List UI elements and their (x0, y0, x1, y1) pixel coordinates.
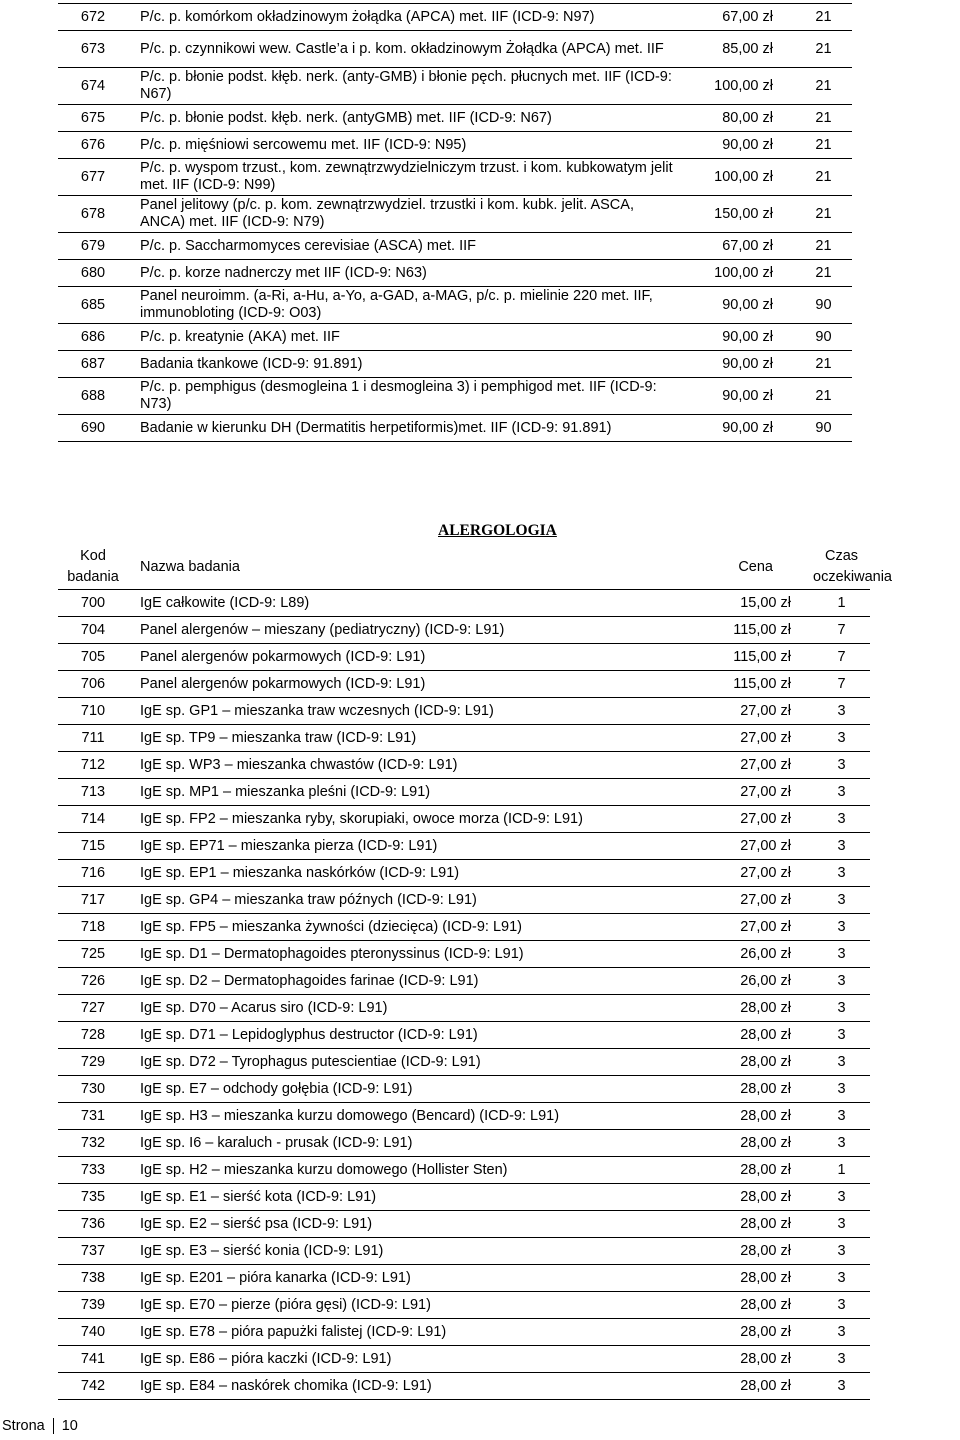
cell-kod: 673 (58, 31, 128, 68)
cell-time: 21 (795, 31, 852, 68)
cell-price: 115,00 zł (673, 644, 813, 671)
cell-price: 28,00 zł (673, 1346, 813, 1373)
footer-label: Strona (2, 1418, 45, 1434)
cell-price: 100,00 zł (673, 260, 795, 287)
table-row (58, 968, 870, 995)
cell-name: P/c. p. kreatynie (AKA) met. IIF (128, 324, 673, 351)
table-row (58, 4, 852, 31)
cell-price: 27,00 zł (673, 860, 813, 887)
cell-name: Badania tkankowe (ICD-9: 91.891) (128, 351, 673, 378)
cell-price: 90,00 zł (673, 351, 795, 378)
cell-time: 3 (813, 752, 870, 779)
cell-name: IgE sp. H2 – mieszanka kurzu domowego (Hollister Sten) (128, 1157, 673, 1184)
cell-price: 28,00 zł (673, 1049, 813, 1076)
cell-time: 3 (813, 995, 870, 1022)
table-row (58, 644, 870, 671)
table-row (58, 1076, 870, 1103)
cell-time: 3 (813, 1292, 870, 1319)
cell-kod: 700 (58, 590, 128, 617)
cell-name: P/c. p. mięśniowi sercowemu met. IIF (ICD-9: N95) (128, 132, 673, 159)
footer-separator (53, 1418, 54, 1434)
header-name: Nazwa badania (128, 545, 673, 590)
cell-kod: 674 (58, 68, 128, 105)
table-row (58, 324, 852, 351)
cell-price: 28,00 zł (673, 1211, 813, 1238)
cell-kod: 686 (58, 324, 128, 351)
cell-time: 3 (813, 887, 870, 914)
table-row (58, 159, 852, 196)
cell-price: 90,00 zł (673, 378, 795, 415)
table-row (58, 68, 852, 105)
cell-name: IgE sp. GP1 – mieszanka traw wczesnych (ICD-9: L91) (128, 698, 673, 725)
cell-name: IgE sp. D1 – Dermatophagoides pteronyssinus (ICD-9: L91) (128, 941, 673, 968)
cell-price: 100,00 zł (673, 159, 795, 196)
cell-kod: 718 (58, 914, 128, 941)
table-row (58, 351, 852, 378)
cell-time: 3 (813, 806, 870, 833)
table-row (58, 132, 852, 159)
cell-kod: 733 (58, 1157, 128, 1184)
table-row (58, 415, 852, 442)
table-row (58, 378, 852, 415)
cell-kod: 739 (58, 1292, 128, 1319)
table-row (58, 1157, 870, 1184)
cell-time: 21 (795, 196, 852, 233)
cell-kod: 717 (58, 887, 128, 914)
cell-kod: 679 (58, 233, 128, 260)
table-row (58, 1022, 870, 1049)
cell-name: Panel alergenów pokarmowych (ICD-9: L91) (128, 671, 673, 698)
cell-time: 3 (813, 1049, 870, 1076)
cell-name: IgE sp. D70 – Acarus siro (ICD-9: L91) (128, 995, 673, 1022)
cell-name: IgE sp. FP2 – mieszanka ryby, skorupiaki, owoce morza (ICD-9: L91) (128, 806, 673, 833)
cell-price: 28,00 zł (673, 1130, 813, 1157)
cell-time: 3 (813, 779, 870, 806)
cell-time: 21 (795, 351, 852, 378)
cell-price: 28,00 zł (673, 1022, 813, 1049)
cell-price: 67,00 zł (673, 4, 795, 31)
header-kod: Kod badania (58, 545, 128, 590)
table-row (58, 806, 870, 833)
cell-time: 3 (813, 833, 870, 860)
table-row (58, 1373, 870, 1400)
cell-kod: 710 (58, 698, 128, 725)
cell-name: IgE sp. FP5 – mieszanka żywności (dziecięca) (ICD-9: L91) (128, 914, 673, 941)
cell-kod: 672 (58, 4, 128, 31)
cell-name: Panel neuroimm. (a-Ri, a-Hu, a-Yo, a-GAD, a-MAG, p/c. p. mielinie 220 met. IIF, immunobloting (ICD-9: O03) (128, 287, 673, 324)
table-row (58, 1238, 870, 1265)
cell-time: 1 (813, 1157, 870, 1184)
cell-price: 28,00 zł (673, 1265, 813, 1292)
cell-kod: 711 (58, 725, 128, 752)
cell-name: P/c. p. pemphigus (desmogleina 1 i desmogleina 3) i pemphigod met. IIF (ICD-9: N73) (128, 378, 673, 415)
cell-price: 115,00 zł (673, 617, 813, 644)
cell-name: IgE sp. E201 – pióra kanarka (ICD-9: L91) (128, 1265, 673, 1292)
cell-kod: 742 (58, 1373, 128, 1400)
cell-kod: 712 (58, 752, 128, 779)
cell-price: 27,00 zł (673, 725, 813, 752)
table-row (58, 1103, 870, 1130)
cell-time: 3 (813, 1238, 870, 1265)
cell-time: 21 (795, 105, 852, 132)
cell-time: 3 (813, 1022, 870, 1049)
header-time: Czas oczekiwania (813, 545, 870, 590)
table-row (58, 725, 870, 752)
cell-name: IgE sp. I6 – karaluch - prusak (ICD-9: L91) (128, 1130, 673, 1157)
cell-kod: 704 (58, 617, 128, 644)
cell-price: 85,00 zł (673, 31, 795, 68)
table-row (58, 833, 870, 860)
immunology-table (58, 3, 852, 442)
cell-time: 3 (813, 1076, 870, 1103)
cell-kod: 678 (58, 196, 128, 233)
cell-price: 28,00 zł (673, 1103, 813, 1130)
cell-time: 3 (813, 1103, 870, 1130)
cell-kod: 726 (58, 968, 128, 995)
cell-price: 15,00 zł (673, 590, 813, 617)
cell-name: Badanie w kierunku DH (Dermatitis herpetiformis)met. IIF (ICD-9: 91.891) (128, 415, 673, 442)
cell-kod: 677 (58, 159, 128, 196)
table-row (58, 752, 870, 779)
cell-name: P/c. p. komórkom okładzinowym żołądka (APCA) met. IIF (ICD-9: N97) (128, 4, 673, 31)
table-row (58, 1130, 870, 1157)
cell-price: 90,00 zł (673, 324, 795, 351)
cell-price: 28,00 zł (673, 1184, 813, 1211)
cell-price: 27,00 zł (673, 806, 813, 833)
cell-time: 3 (813, 1211, 870, 1238)
cell-time: 3 (813, 860, 870, 887)
table-row (58, 196, 852, 233)
cell-time: 7 (813, 671, 870, 698)
cell-kod: 735 (58, 1184, 128, 1211)
table-row (58, 698, 870, 725)
cell-time: 21 (795, 260, 852, 287)
cell-kod: 737 (58, 1238, 128, 1265)
cell-kod: 730 (58, 1076, 128, 1103)
table-row (58, 671, 870, 698)
cell-name: P/c. p. błonie podst. kłęb. nerk. (anty-GMB) i błonie pęch. płucnych met. IIF (ICD-9: N67) (128, 68, 673, 105)
cell-time: 3 (813, 1184, 870, 1211)
cell-name: IgE sp. E86 – pióra kaczki (ICD-9: L91) (128, 1346, 673, 1373)
cell-name: IgE sp. E1 – sierść kota (ICD-9: L91) (128, 1184, 673, 1211)
cell-time: 21 (795, 378, 852, 415)
cell-name: IgE sp. TP9 – mieszanka traw (ICD-9: L91) (128, 725, 673, 752)
table-row (58, 995, 870, 1022)
cell-name: IgE sp. E2 – sierść psa (ICD-9: L91) (128, 1211, 673, 1238)
cell-name: IgE sp. MP1 – mieszanka pleśni (ICD-9: L91) (128, 779, 673, 806)
cell-price: 90,00 zł (673, 415, 795, 442)
table-row (58, 590, 870, 617)
cell-name: P/c. p. Saccharmomyces cerevisiae (ASCA) met. IIF (128, 233, 673, 260)
cell-name: IgE sp. EP71 – mieszanka pierza (ICD-9: L91) (128, 833, 673, 860)
header-price: Cena (673, 545, 813, 590)
cell-time: 3 (813, 1130, 870, 1157)
cell-price: 26,00 zł (673, 941, 813, 968)
allergy-table (58, 545, 892, 1400)
cell-name: IgE sp. E70 – pierze (pióra gęsi) (ICD-9: L91) (128, 1292, 673, 1319)
cell-time: 3 (813, 941, 870, 968)
cell-price: 150,00 zł (673, 196, 795, 233)
cell-price: 27,00 zł (673, 752, 813, 779)
cell-time: 21 (795, 159, 852, 196)
cell-name: P/c. p. błonie podst. kłęb. nerk. (antyGMB) met. IIF (ICD-9: N67) (128, 105, 673, 132)
cell-name: IgE sp. EP1 – mieszanka naskórków (ICD-9: L91) (128, 860, 673, 887)
header-row (58, 545, 870, 590)
cell-name: P/c. p. korze nadnerczy met IIF (ICD-9: N63) (128, 260, 673, 287)
cell-kod: 685 (58, 287, 128, 324)
cell-time: 21 (795, 68, 852, 105)
cell-time: 3 (813, 1373, 870, 1400)
cell-name: IgE sp. D71 – Lepidoglyphus destructor (ICD-9: L91) (128, 1022, 673, 1049)
cell-kod: 740 (58, 1319, 128, 1346)
cell-time: 90 (795, 287, 852, 324)
table-row (58, 287, 852, 324)
cell-kod: 731 (58, 1103, 128, 1130)
cell-price: 115,00 zł (673, 671, 813, 698)
table-row (58, 31, 852, 68)
cell-kod: 680 (58, 260, 128, 287)
cell-price: 26,00 zł (673, 968, 813, 995)
table-row (58, 779, 870, 806)
cell-name: Panel alergenów pokarmowych (ICD-9: L91) (128, 644, 673, 671)
cell-time: 90 (795, 415, 852, 442)
cell-name: IgE sp. WP3 – mieszanka chwastów (ICD-9: L91) (128, 752, 673, 779)
cell-time: 21 (795, 233, 852, 260)
cell-name: IgE sp. E3 – sierść konia (ICD-9: L91) (128, 1238, 673, 1265)
table-row (58, 1049, 870, 1076)
table-row (58, 1211, 870, 1238)
cell-name: P/c. p. wyspom trzust., kom. zewnątrzwydzielniczym trzust. i kom. kubkowatym jelit met. IIF (ICD-9: N99) (128, 159, 673, 196)
cell-kod: 714 (58, 806, 128, 833)
cell-price: 28,00 zł (673, 1292, 813, 1319)
cell-price: 27,00 zł (673, 887, 813, 914)
cell-time: 3 (813, 968, 870, 995)
cell-kod: 727 (58, 995, 128, 1022)
cell-kod: 715 (58, 833, 128, 860)
cell-price: 28,00 zł (673, 1373, 813, 1400)
cell-kod: 729 (58, 1049, 128, 1076)
cell-name: Panel jelitowy (p/c. p. kom. zewnątrzwydziel. trzustki i kom. kubk. jelit. ASCA, ANCA) met. IIF (ICD-9: N79) (128, 196, 673, 233)
cell-kod: 690 (58, 415, 128, 442)
cell-time: 3 (813, 725, 870, 752)
cell-price: 27,00 zł (673, 914, 813, 941)
cell-time: 21 (795, 4, 852, 31)
cell-name: IgE sp. D72 – Tyrophagus putescientiae (ICD-9: L91) (128, 1049, 673, 1076)
cell-price: 27,00 zł (673, 833, 813, 860)
cell-time: 7 (813, 644, 870, 671)
cell-time: 1 (813, 590, 870, 617)
cell-kod: 713 (58, 779, 128, 806)
table-row (58, 914, 870, 941)
cell-name: IgE sp. E78 – pióra papużki falistej (ICD-9: L91) (128, 1319, 673, 1346)
table-row (58, 105, 852, 132)
cell-kod: 738 (58, 1265, 128, 1292)
cell-name: IgE sp. E7 – odchody gołębia (ICD-9: L91) (128, 1076, 673, 1103)
cell-price: 28,00 zł (673, 1319, 813, 1346)
table-row (58, 1346, 870, 1373)
cell-time: 3 (813, 914, 870, 941)
cell-name: IgE sp. E84 – naskórek chomika (ICD-9: L91) (128, 1373, 673, 1400)
table-row (58, 1265, 870, 1292)
cell-kod: 687 (58, 351, 128, 378)
cell-name: IgE sp. D2 – Dermatophagoides farinae (ICD-9: L91) (128, 968, 673, 995)
cell-name: IgE sp. GP4 – mieszanka traw późnych (ICD-9: L91) (128, 887, 673, 914)
allergy-table-header (58, 545, 892, 590)
cell-time: 90 (795, 324, 852, 351)
cell-kod: 705 (58, 644, 128, 671)
section-title: ALERGOLOGIA (438, 522, 557, 539)
table-row (58, 1184, 870, 1211)
cell-price: 100,00 zł (673, 68, 795, 105)
page-number: 10 (61, 1418, 78, 1434)
cell-kod: 725 (58, 941, 128, 968)
table-row (58, 233, 852, 260)
cell-time: 7 (813, 617, 870, 644)
cell-kod: 706 (58, 671, 128, 698)
cell-time: 21 (795, 132, 852, 159)
cell-price: 28,00 zł (673, 995, 813, 1022)
cell-kod: 688 (58, 378, 128, 415)
cell-kod: 675 (58, 105, 128, 132)
cell-price: 27,00 zł (673, 779, 813, 806)
table-row (58, 941, 870, 968)
cell-kod: 732 (58, 1130, 128, 1157)
table-row (58, 260, 852, 287)
cell-price: 90,00 zł (673, 132, 795, 159)
cell-name: IgE całkowite (ICD-9: L89) (128, 590, 673, 617)
table-row (58, 1292, 870, 1319)
cell-price: 67,00 zł (673, 233, 795, 260)
page-footer (2, 1418, 78, 1434)
table-row (58, 1319, 870, 1346)
cell-price: 90,00 zł (673, 287, 795, 324)
immunology-table-body (58, 4, 852, 442)
cell-price: 28,00 zł (673, 1157, 813, 1184)
cell-time: 3 (813, 1319, 870, 1346)
cell-time: 3 (813, 1346, 870, 1373)
cell-time: 3 (813, 1265, 870, 1292)
table-row (58, 887, 870, 914)
cell-price: 80,00 zł (673, 105, 795, 132)
table-row (58, 860, 870, 887)
cell-name: Panel alergenów – mieszany (pediatryczny) (ICD-9: L91) (128, 617, 673, 644)
cell-price: 27,00 zł (673, 698, 813, 725)
cell-kod: 728 (58, 1022, 128, 1049)
cell-price: 28,00 zł (673, 1238, 813, 1265)
cell-price: 28,00 zł (673, 1076, 813, 1103)
cell-kod: 676 (58, 132, 128, 159)
cell-name: P/c. p. czynnikowi wew. Castle’a i p. kom. okładzinowym Żołądka (APCA) met. IIF (128, 31, 673, 68)
allergy-table-body (58, 590, 870, 1400)
cell-kod: 736 (58, 1211, 128, 1238)
cell-time: 3 (813, 698, 870, 725)
cell-kod: 741 (58, 1346, 128, 1373)
cell-kod: 716 (58, 860, 128, 887)
table-row (58, 617, 870, 644)
cell-name: IgE sp. H3 – mieszanka kurzu domowego (Bencard) (ICD-9: L91) (128, 1103, 673, 1130)
